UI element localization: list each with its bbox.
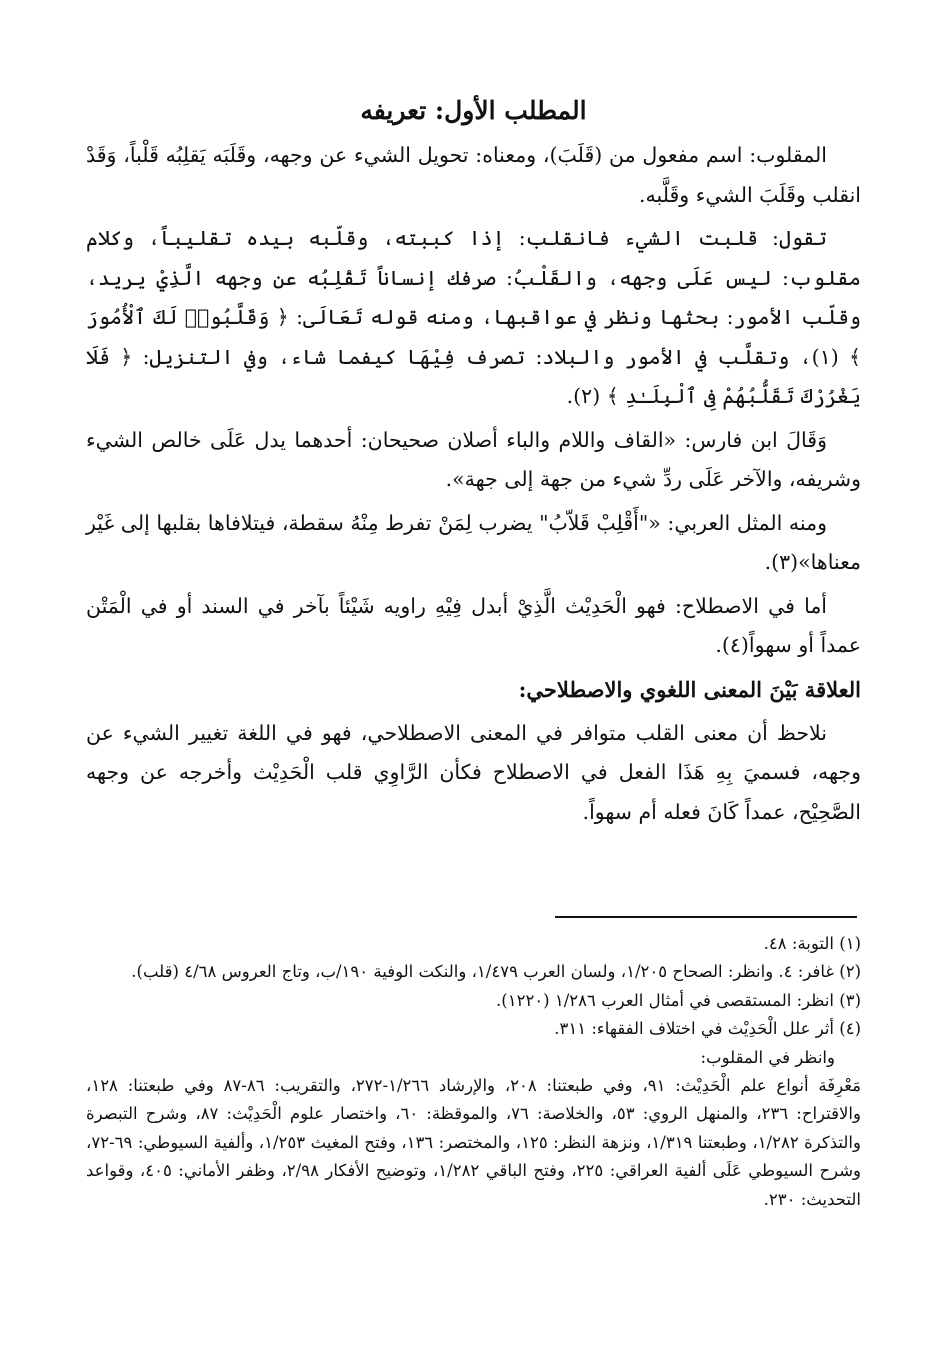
footnote-divider [555, 916, 857, 918]
paragraph-proverb: ومنه المثل العربي: «"أَقْلِبْ قَلاّبُ" يضرب لِمَنْ تفرط مِنْهُ سقطة، فيتلافاها بقلبها إلى غَيْر معناها»(٣). [86, 510, 861, 574]
paragraph-technical-definition: أما في الاصطلاح: فهو الْحَدِيْث الَّذِيْ أبدل فِيْهِ راويه شَيْئاً بآخر في السند أو في الْمَتْن عمداً أو سهواً(٤). [86, 593, 861, 657]
footnotes [86, 930, 861, 1214]
footnote-2: (٢) غافر: ٤. وانظر: الصحاح ١/٢٠٥، ولسان العرب ١/٤٧٩، والنكت الوفية ١٩٠/ب، وتاج العروس ٤/٦٨ (قلب). [131, 962, 861, 982]
paragraph-usage-examples: تقول: قلبت الشيء فانقلب: إذا كببته، وقلّبه بيده تقليباً، وكلام مقلوب: ليس عَلَى وجهه، والقَلْبُ: صرفك إنساناً تَقْلِبُه عن وجهه الَّذِيْ يريد، وقلّب الأمور: بحثها ونظر في عواقبها، ومنه قوله تَعَالَى: ﴿ وَقَلَّبُوا۟ لَكَ ٱلْأُمُورَ ﴾ (١)، وتقلَّب في الأمور والبلاد: تصرف فِيْهَا كيفما شاء، وفي التنزيل: ﴿ فَلَا يَغْرُرْكَ تَقَلُّبُهُمْ فِى ٱلْبِلَـٰدِ ﴾ (٢). [86, 226, 861, 408]
footnote-4: (٤) أثر علل الْحَدِيْث في اختلاف الفقهاء: ٣١١. [554, 1019, 861, 1039]
subheading-relation: العلاقة بَيْنَ المعنى اللغوي والاصطلاحي: [518, 676, 861, 702]
paragraph-ibn-faris: وَقَالَ ابن فارس: «القاف واللام والباء أصلان صحيحان: أحدهما يدل عَلَى خالص الشيء وشريفه، والآخر عَلَى ردِّ شيء من جهة إلى جهة». [86, 427, 861, 491]
footnote-4-see-also-label: وانظر في المقلوب: [700, 1047, 835, 1067]
footnote-4-references: مَعْرِفَة أنواع علم الْحَدِيْث: ٩١، وفي طبعتنا: ٢٠٨، والإرشاد ١/٢٦٦-٢٧٢، والتقريب: ٨٦-٨٧ وفي طبعتنا: ١٢٨، والاقتراح: ٢٣٦، والمنهل الروي: ٥٣، والخلاصة: ٧٦، والموقظة: ٦٠، واختصار علوم الْحَدِيْث: ٨٧، وشرح التبصرة والتذكرة ١/٢٨٢، وطبعتنا ١/٣١٩، ونزهة النظر: ١٢٥، والمختصر: ١٣٦، وفتح المغيث ١/٢٥٣، وألفية السيوطي: ٦٩-٧٢، وشرح السيوطي عَلَى ألفية العراقي: ٢٢٥، وفتح الباقي ١/٢٨٢، وتوضيح الأفكار ٢/٩٨، وظفر الأماني: ٤٠٥، وقواعد التحديث: ٢٣٠. [86, 1076, 862, 1209]
footnote-1: (١) التوبة: ٤٨. [763, 934, 861, 953]
main-text [86, 88, 861, 836]
footnote-3: (٣) انظر: المستقصى في أمثال العرب ١/٢٨٦ (١٢٢٠). [496, 990, 861, 1010]
section-title: المطلب الأول: تعريفه [360, 96, 587, 125]
paragraph-relation: نلاحظ أن معنى القلب متوافر في المعنى الاصطلاحي، فهو في اللغة تغيير الشيء عن وجهه، فسميَ بِهِ هَذَا الفعل في الاصطلاح فكأن الرَّاوِي قلب الْحَدِيْث وأخرجه عن وجهه الصَّحِيْح، عمداً كَانَ فعله أم سهواً. [86, 720, 861, 824]
paragraph-linguistic-definition: المقلوب: اسم مفعول من (قَلَبَ)، ومعناه: تحويل الشيء عن وجهه، وقَلَبَه يَقلِبُه قَلْباً، وَقَدْ انقلب وقَلَبَ الشيء وقَلَّبه. [86, 143, 861, 207]
